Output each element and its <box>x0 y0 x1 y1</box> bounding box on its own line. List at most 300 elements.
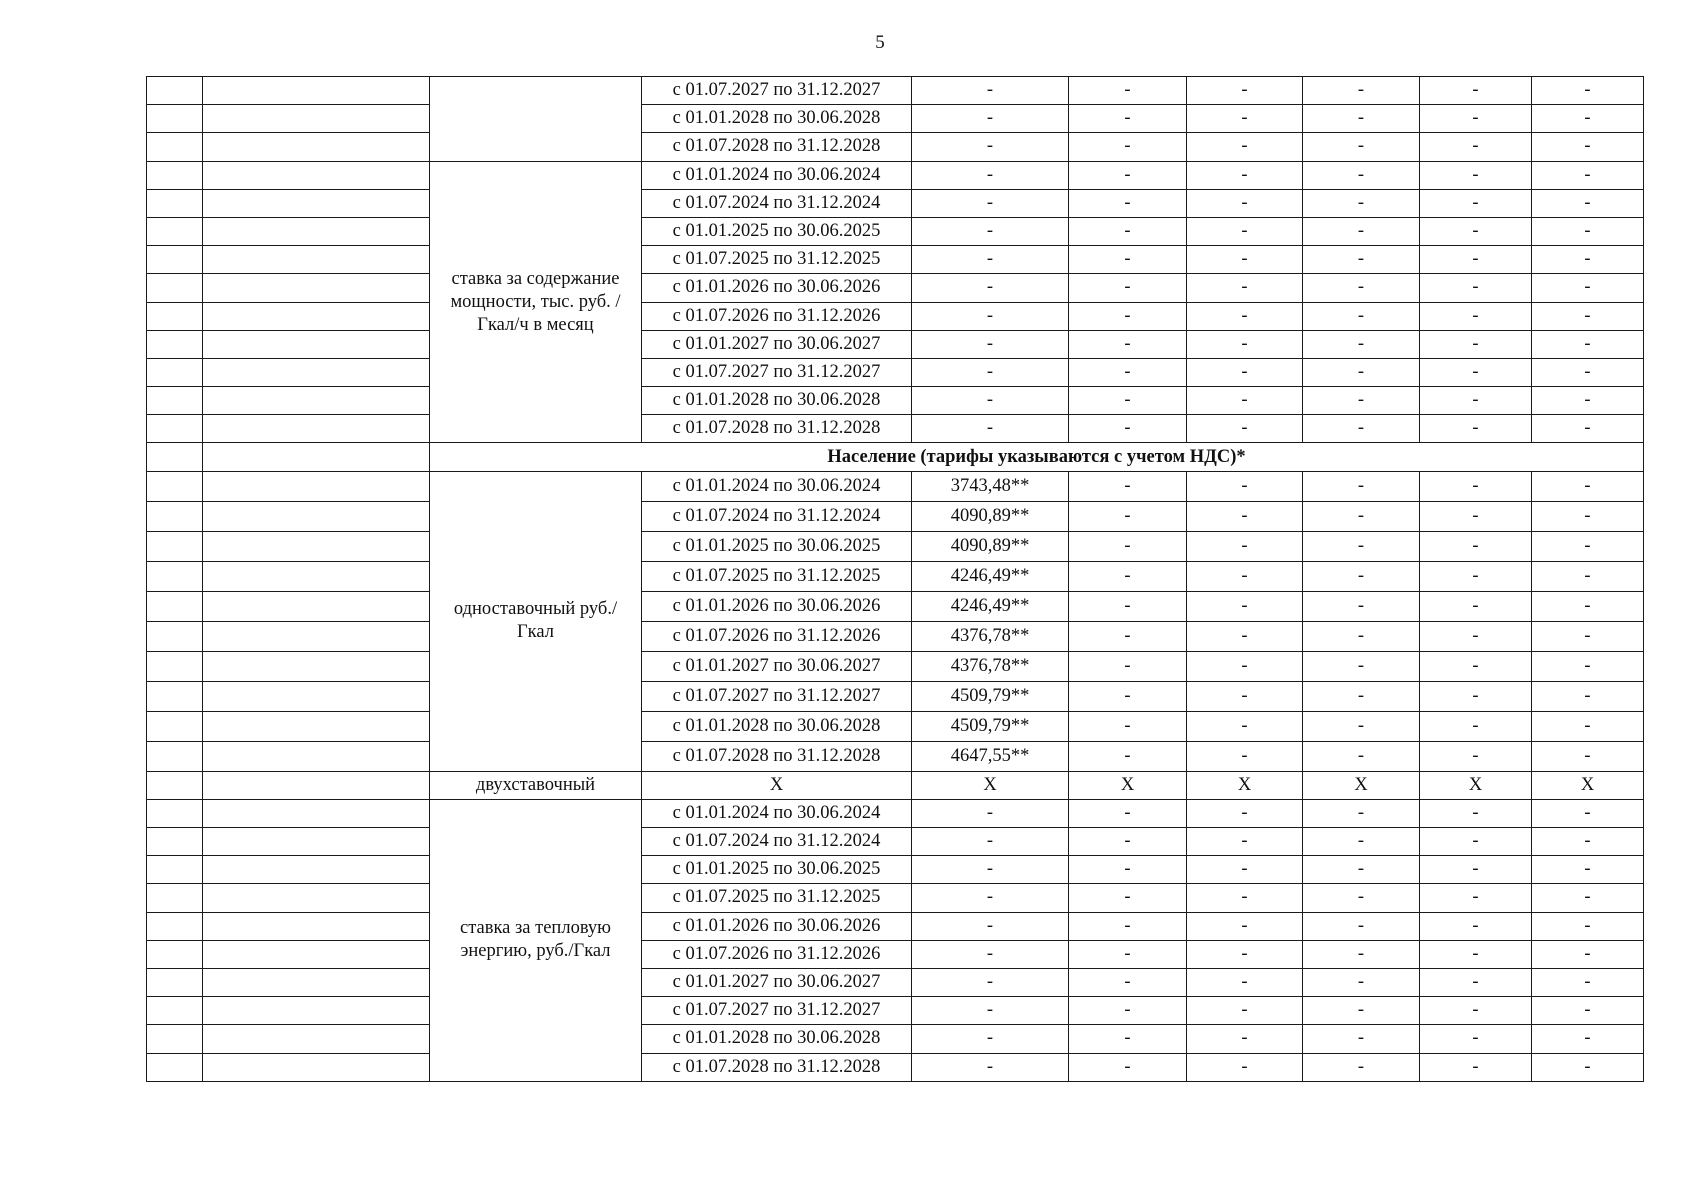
tariff-value-cell: - <box>1069 330 1187 358</box>
row-number-cell <box>147 561 203 591</box>
tariff-value-cell: - <box>1187 274 1303 302</box>
tariff-value-cell: - <box>1303 1025 1420 1053</box>
table-row <box>147 968 1644 996</box>
tariff-value-cell: - <box>1532 828 1644 856</box>
tariff-value-cell: - <box>1303 711 1420 741</box>
tariff-value-cell: - <box>1187 1053 1303 1081</box>
organization-cell <box>203 443 430 471</box>
table-row <box>147 274 1644 302</box>
cross-cell: X <box>912 771 1069 799</box>
row-number-cell <box>147 531 203 561</box>
cross-cell: X <box>1069 771 1187 799</box>
tariff-value-cell: - <box>912 387 1069 415</box>
period-cell: с 01.07.2027 по 31.12.2027 <box>642 681 912 711</box>
table-row <box>147 828 1644 856</box>
tariff-value-cell: - <box>912 1025 1069 1053</box>
tariff-value-cell: - <box>1187 77 1303 105</box>
tariff-value-cell: - <box>1069 591 1187 621</box>
row-number-cell <box>147 443 203 471</box>
period-cell: с 01.07.2024 по 31.12.2024 <box>642 189 912 217</box>
tariff-value-cell: - <box>1420 415 1532 443</box>
tariff-value-cell: - <box>1420 1053 1532 1081</box>
organization-cell <box>203 884 430 912</box>
tariff-value-cell: - <box>912 912 1069 940</box>
table-row <box>147 246 1644 274</box>
tariff-value-cell: - <box>1069 77 1187 105</box>
tariff-value-cell: - <box>1069 302 1187 330</box>
tariff-value-cell: - <box>1420 217 1532 245</box>
tariff-value-cell: - <box>1303 133 1420 161</box>
tariff-value-cell: 4376,78** <box>912 621 1069 651</box>
tariff-value-cell: - <box>1420 799 1532 827</box>
row-number-cell <box>147 161 203 189</box>
period-cell: с 01.07.2027 по 31.12.2027 <box>642 997 912 1025</box>
period-cell: с 01.01.2028 по 30.06.2028 <box>642 711 912 741</box>
organization-cell <box>203 161 430 189</box>
tariff-value-cell: - <box>1069 531 1187 561</box>
tariff-value-cell: - <box>912 217 1069 245</box>
row-number-cell <box>147 912 203 940</box>
tariff-value-cell: - <box>1420 561 1532 591</box>
period-cell: с 01.07.2027 по 31.12.2027 <box>642 358 912 386</box>
tariff-value-cell: - <box>1187 681 1303 711</box>
tariff-value-cell: - <box>1069 561 1187 591</box>
period-cell: с 01.01.2024 по 30.06.2024 <box>642 799 912 827</box>
tariff-value-cell: - <box>1187 246 1303 274</box>
tariff-value-cell: - <box>1532 358 1644 386</box>
organization-cell <box>203 471 430 501</box>
organization-cell <box>203 591 430 621</box>
tariff-value-cell: - <box>1532 856 1644 884</box>
period-cell: с 01.07.2026 по 31.12.2026 <box>642 940 912 968</box>
tariff-value-cell: - <box>1187 217 1303 245</box>
tariff-value-cell: - <box>1420 105 1532 133</box>
tariff-value-cell: - <box>1069 415 1187 443</box>
table-row <box>147 1053 1644 1081</box>
period-cell: с 01.07.2028 по 31.12.2028 <box>642 741 912 771</box>
tariff-value-cell: - <box>1303 246 1420 274</box>
tariff-value-cell: - <box>1420 531 1532 561</box>
organization-cell <box>203 828 430 856</box>
cross-cell: X <box>1532 771 1644 799</box>
tariff-value-cell: - <box>912 828 1069 856</box>
tariff-value-cell: - <box>1303 77 1420 105</box>
tariff-value-cell: - <box>1420 77 1532 105</box>
tariff-value-cell: - <box>912 358 1069 386</box>
period-cell: с 01.01.2025 по 30.06.2025 <box>642 531 912 561</box>
tariff-value-cell: - <box>912 302 1069 330</box>
organization-cell <box>203 274 430 302</box>
tariff-value-cell: - <box>1532 161 1644 189</box>
organization-cell <box>203 856 430 884</box>
table-row <box>147 799 1644 827</box>
tariff-value-cell: - <box>1303 189 1420 217</box>
table-row <box>147 387 1644 415</box>
tariff-value-cell: - <box>1420 358 1532 386</box>
tariff-value-cell: - <box>1187 799 1303 827</box>
row-number-cell <box>147 501 203 531</box>
tariff-value-cell: - <box>1420 274 1532 302</box>
table-row <box>147 501 1644 531</box>
tariff-value-cell: - <box>912 133 1069 161</box>
tariff-value-cell: - <box>1303 681 1420 711</box>
row-number-cell <box>147 274 203 302</box>
table-row <box>147 856 1644 884</box>
tariff-value-cell: - <box>1532 940 1644 968</box>
period-cell: с 01.01.2026 по 30.06.2026 <box>642 591 912 621</box>
table-row <box>147 330 1644 358</box>
tariff-value-cell: - <box>1069 828 1187 856</box>
tariff-value-cell: - <box>1303 997 1420 1025</box>
row-number-cell <box>147 621 203 651</box>
row-number-cell <box>147 246 203 274</box>
organization-cell <box>203 531 430 561</box>
period-cell: с 01.01.2027 по 30.06.2027 <box>642 330 912 358</box>
tariff-value-cell: - <box>1303 561 1420 591</box>
tariff-value-cell: - <box>1187 997 1303 1025</box>
row-number-cell <box>147 415 203 443</box>
rate-type-cell: двухставочный <box>430 771 642 799</box>
row-number-cell <box>147 77 203 105</box>
organization-cell <box>203 217 430 245</box>
tariff-value-cell: - <box>912 189 1069 217</box>
table-row <box>147 105 1644 133</box>
table-row <box>147 621 1644 651</box>
tariff-value-cell: - <box>1069 741 1187 771</box>
rate-type-cell: ставка за содержание мощности, тыс. руб. /Гкал/ч в месяц <box>430 161 642 443</box>
tariff-value-cell: - <box>1187 711 1303 741</box>
period-cell: с 01.01.2028 по 30.06.2028 <box>642 1025 912 1053</box>
period-cell: с 01.01.2027 по 30.06.2027 <box>642 651 912 681</box>
table-row <box>147 884 1644 912</box>
tariff-value-cell: - <box>1420 651 1532 681</box>
tariff-value-cell: - <box>1069 997 1187 1025</box>
tariff-value-cell: - <box>1187 501 1303 531</box>
period-cell: с 01.01.2026 по 30.06.2026 <box>642 912 912 940</box>
cross-cell: X <box>1303 771 1420 799</box>
tariff-value-cell: - <box>1420 711 1532 741</box>
tariff-value-cell: - <box>1187 621 1303 651</box>
tariff-value-cell: - <box>1420 828 1532 856</box>
tariff-value-cell: - <box>1303 912 1420 940</box>
page-number: 5 <box>875 32 885 53</box>
tariff-value-cell: - <box>1532 711 1644 741</box>
tariff-value-cell: - <box>1420 387 1532 415</box>
organization-cell <box>203 651 430 681</box>
tariff-value-cell: 4509,79** <box>912 711 1069 741</box>
tariff-value-cell: - <box>1532 651 1644 681</box>
tariff-value-cell: - <box>1532 246 1644 274</box>
period-cell: с 01.07.2028 по 31.12.2028 <box>642 415 912 443</box>
rate-type-cell <box>430 77 642 162</box>
tariff-value-cell: - <box>1187 358 1303 386</box>
tariff-value-cell: - <box>1187 912 1303 940</box>
row-number-cell <box>147 105 203 133</box>
tariff-value-cell: - <box>1420 856 1532 884</box>
tariff-value-cell: - <box>1532 415 1644 443</box>
organization-cell <box>203 940 430 968</box>
row-number-cell <box>147 1053 203 1081</box>
row-number-cell <box>147 771 203 799</box>
tariff-value-cell: - <box>1303 105 1420 133</box>
row-number-cell <box>147 997 203 1025</box>
organization-cell <box>203 1025 430 1053</box>
table-row <box>147 651 1644 681</box>
tariff-value-cell: - <box>912 330 1069 358</box>
tariff-value-cell: - <box>1420 968 1532 996</box>
tariff-value-cell: - <box>1532 133 1644 161</box>
period-cell: с 01.01.2028 по 30.06.2028 <box>642 387 912 415</box>
period-cell: с 01.07.2025 по 31.12.2025 <box>642 884 912 912</box>
tariff-value-cell: - <box>1420 1025 1532 1053</box>
row-number-cell <box>147 358 203 386</box>
tariff-value-cell: - <box>1187 856 1303 884</box>
tariff-value-cell: - <box>1532 681 1644 711</box>
organization-cell <box>203 189 430 217</box>
table-row <box>147 711 1644 741</box>
organization-cell <box>203 330 430 358</box>
period-cell: с 01.01.2025 по 30.06.2025 <box>642 217 912 245</box>
tariff-value-cell: - <box>1303 330 1420 358</box>
section-title: Население (тарифы указываются с учетом НДС)* <box>430 443 1644 471</box>
tariff-value-cell: - <box>912 968 1069 996</box>
row-number-cell <box>147 133 203 161</box>
tariff-value-cell: - <box>1303 161 1420 189</box>
tariff-value-cell: - <box>1069 799 1187 827</box>
tariff-value-cell: - <box>1069 968 1187 996</box>
tariff-value-cell: - <box>1532 741 1644 771</box>
tariff-value-cell: - <box>1069 105 1187 133</box>
tariff-value-cell: - <box>1187 415 1303 443</box>
tariff-value-cell: - <box>1420 912 1532 940</box>
tariff-value-cell: 4376,78** <box>912 651 1069 681</box>
tariff-value-cell: - <box>1069 621 1187 651</box>
section-header-row <box>147 443 1644 471</box>
organization-cell <box>203 501 430 531</box>
tariff-value-cell: - <box>1532 799 1644 827</box>
tariff-value-cell: - <box>1303 501 1420 531</box>
tariff-value-cell: - <box>1532 1025 1644 1053</box>
tariff-value-cell: - <box>1069 274 1187 302</box>
organization-cell <box>203 302 430 330</box>
tariff-value-cell: - <box>1420 501 1532 531</box>
period-cell: с 01.07.2024 по 31.12.2024 <box>642 501 912 531</box>
organization-cell <box>203 387 430 415</box>
row-number-cell <box>147 940 203 968</box>
tariff-value-cell: - <box>912 884 1069 912</box>
organization-cell <box>203 1053 430 1081</box>
tariff-value-cell: - <box>1187 105 1303 133</box>
table-row <box>147 561 1644 591</box>
organization-cell <box>203 246 430 274</box>
tariff-value-cell: - <box>1303 1053 1420 1081</box>
tariff-value-cell: - <box>1303 415 1420 443</box>
tariff-value-cell: - <box>1532 471 1644 501</box>
organization-cell <box>203 561 430 591</box>
tariff-value-cell: - <box>1187 161 1303 189</box>
table-row <box>147 681 1644 711</box>
tariff-value-cell: - <box>1069 133 1187 161</box>
organization-cell <box>203 799 430 827</box>
tariff-value-cell: - <box>912 105 1069 133</box>
tariff-value-cell: - <box>1187 471 1303 501</box>
row-number-cell <box>147 711 203 741</box>
tariff-value-cell: - <box>1420 189 1532 217</box>
organization-cell <box>203 133 430 161</box>
tariff-value-cell: - <box>1069 940 1187 968</box>
tariff-value-cell: - <box>1532 884 1644 912</box>
tariff-value-cell: - <box>1532 1053 1644 1081</box>
table-row <box>147 133 1644 161</box>
table-row <box>147 997 1644 1025</box>
period-cell: с 01.07.2024 по 31.12.2024 <box>642 828 912 856</box>
tariff-value-cell: - <box>1069 387 1187 415</box>
table-row <box>147 531 1644 561</box>
tariff-value-cell: - <box>1532 561 1644 591</box>
tariff-value-cell: - <box>1069 711 1187 741</box>
table-row <box>147 217 1644 245</box>
tariff-value-cell: - <box>1069 217 1187 245</box>
organization-cell <box>203 968 430 996</box>
tariff-value-cell: - <box>912 246 1069 274</box>
tariff-value-cell: - <box>1532 274 1644 302</box>
tariff-value-cell: - <box>1303 799 1420 827</box>
table-row <box>147 77 1644 105</box>
organization-cell <box>203 105 430 133</box>
tariff-value-cell: - <box>1069 1053 1187 1081</box>
tariff-value-cell: - <box>1069 501 1187 531</box>
table-row <box>147 771 1644 799</box>
tariff-value-cell: - <box>1420 471 1532 501</box>
organization-cell <box>203 77 430 105</box>
tariff-value-cell: - <box>1532 387 1644 415</box>
row-number-cell <box>147 302 203 330</box>
row-number-cell <box>147 591 203 621</box>
tariff-value-cell: - <box>1069 358 1187 386</box>
tariff-value-cell: 3743,48** <box>912 471 1069 501</box>
tariff-value-cell: 4509,79** <box>912 681 1069 711</box>
tariff-value-cell: - <box>1532 968 1644 996</box>
organization-cell <box>203 681 430 711</box>
tariff-value-cell: - <box>912 940 1069 968</box>
tariff-value-cell: - <box>1420 681 1532 711</box>
period-cell: с 01.01.2025 по 30.06.2025 <box>642 856 912 884</box>
tariff-value-cell: - <box>1069 1025 1187 1053</box>
organization-cell <box>203 997 430 1025</box>
table-row <box>147 741 1644 771</box>
tariff-value-cell: - <box>1187 302 1303 330</box>
period-cell: с 01.01.2024 по 30.06.2024 <box>642 161 912 189</box>
tariff-value-cell: - <box>1420 591 1532 621</box>
tariff-value-cell: - <box>1532 912 1644 940</box>
tariff-value-cell: - <box>1532 105 1644 133</box>
table-row <box>147 358 1644 386</box>
tariff-value-cell: - <box>1187 828 1303 856</box>
tariff-value-cell: - <box>1303 531 1420 561</box>
period-cell: с 01.07.2025 по 31.12.2025 <box>642 561 912 591</box>
organization-cell <box>203 358 430 386</box>
table-row <box>147 189 1644 217</box>
tariff-value-cell: - <box>1303 856 1420 884</box>
tariff-value-cell: - <box>1420 246 1532 274</box>
tariff-value-cell: - <box>912 415 1069 443</box>
tariff-value-cell: - <box>1303 591 1420 621</box>
tariff-value-cell: - <box>912 856 1069 884</box>
tariff-value-cell: - <box>1069 189 1187 217</box>
row-number-cell <box>147 1025 203 1053</box>
table-row <box>147 161 1644 189</box>
row-number-cell <box>147 217 203 245</box>
tariff-value-cell: - <box>1420 884 1532 912</box>
tariff-value-cell: - <box>1187 651 1303 681</box>
period-cell: с 01.07.2028 по 31.12.2028 <box>642 133 912 161</box>
organization-cell <box>203 771 430 799</box>
tariff-value-cell: - <box>1187 591 1303 621</box>
tariff-value-cell: - <box>912 997 1069 1025</box>
tariff-value-cell: - <box>1187 561 1303 591</box>
period-cell: с 01.07.2028 по 31.12.2028 <box>642 1053 912 1081</box>
tariff-value-cell: - <box>912 799 1069 827</box>
tariff-value-cell: - <box>1303 274 1420 302</box>
tariff-value-cell: - <box>1187 884 1303 912</box>
organization-cell <box>203 621 430 651</box>
tariff-value-cell: - <box>1532 217 1644 245</box>
tariff-value-cell: - <box>1303 217 1420 245</box>
tariff-value-cell: - <box>1069 651 1187 681</box>
tariff-table <box>146 76 1644 1082</box>
tariff-value-cell: - <box>1187 330 1303 358</box>
tariff-value-cell: - <box>912 1053 1069 1081</box>
row-number-cell <box>147 189 203 217</box>
tariff-value-cell: - <box>1532 997 1644 1025</box>
tariff-value-cell: - <box>1303 387 1420 415</box>
tariff-value-cell: - <box>912 77 1069 105</box>
tariff-value-cell: - <box>1187 133 1303 161</box>
tariff-value-cell: 4246,49** <box>912 561 1069 591</box>
tariff-value-cell: - <box>1303 651 1420 681</box>
tariff-value-cell: - <box>1532 189 1644 217</box>
rate-type-cell: одноставочный руб./Гкал <box>430 471 642 771</box>
period-cell: с 01.07.2026 по 31.12.2026 <box>642 302 912 330</box>
tariff-value-cell: 4246,49** <box>912 591 1069 621</box>
table-row <box>147 471 1644 501</box>
tariff-value-cell: - <box>1303 968 1420 996</box>
row-number-cell <box>147 884 203 912</box>
organization-cell <box>203 741 430 771</box>
tariff-value-cell: - <box>1532 302 1644 330</box>
row-number-cell <box>147 828 203 856</box>
tariff-value-cell: - <box>912 161 1069 189</box>
tariff-value-cell: 4090,89** <box>912 501 1069 531</box>
tariff-value-cell: - <box>1069 856 1187 884</box>
organization-cell <box>203 415 430 443</box>
table-row <box>147 302 1644 330</box>
tariff-value-cell: - <box>1187 1025 1303 1053</box>
period-cell: с 01.07.2026 по 31.12.2026 <box>642 621 912 651</box>
tariff-value-cell: - <box>1532 621 1644 651</box>
period-cell: с 01.01.2027 по 30.06.2027 <box>642 968 912 996</box>
tariff-value-cell: - <box>1420 133 1532 161</box>
tariff-value-cell: - <box>1420 621 1532 651</box>
tariff-value-cell: - <box>1069 681 1187 711</box>
row-number-cell <box>147 387 203 415</box>
tariff-value-cell: - <box>1420 330 1532 358</box>
tariff-value-cell: - <box>1303 940 1420 968</box>
tariff-value-cell: - <box>1532 531 1644 561</box>
row-number-cell <box>147 968 203 996</box>
tariff-value-cell: - <box>1303 471 1420 501</box>
period-cell: с 01.07.2025 по 31.12.2025 <box>642 246 912 274</box>
